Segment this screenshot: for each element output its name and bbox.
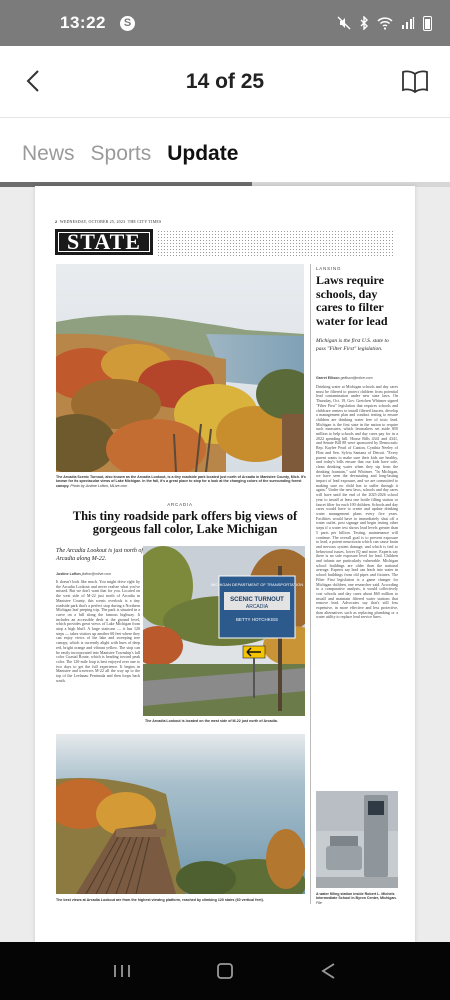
- publication-name: THE CITY TIMES: [127, 219, 162, 224]
- book-icon: [400, 68, 430, 94]
- lookout-aerial-photo: [56, 264, 304, 472]
- photo1-credit: Photo by Justine Lofton, MLive.com: [70, 483, 128, 488]
- main-story-kicker: ARCADIA: [167, 502, 193, 507]
- chevron-left-icon: [25, 69, 41, 93]
- side-story-kicker: LANSING: [316, 266, 342, 271]
- wifi-icon: [377, 16, 393, 30]
- side-byline-name: Garret Ellison: [316, 376, 340, 380]
- column-divider: [310, 264, 311, 904]
- issue-date: WEDNESDAY, OCTOBER 25, 2023: [59, 219, 126, 224]
- section-dot-pattern: [157, 230, 395, 256]
- status-time: 13:22: [60, 13, 106, 32]
- sign-caption-text: The Arcadia Lookout is located on the west side of M-22 just north of Arcadia.: [145, 719, 278, 723]
- mute-icon: [337, 16, 351, 30]
- system-back-button[interactable]: [315, 958, 341, 984]
- side-story-byline: [316, 376, 400, 380]
- open-book-button[interactable]: [400, 68, 430, 94]
- page-indicator: 14 of 25: [185, 69, 265, 93]
- scenic-turnout-sign-photo: [143, 546, 305, 716]
- main-story-byline: [56, 572, 146, 576]
- recent-apps-icon: [113, 963, 131, 979]
- app-header: [0, 46, 450, 118]
- signal-icon: [401, 16, 415, 30]
- tab-news[interactable]: News: [22, 142, 75, 165]
- water-photo-caption: [316, 892, 400, 905]
- recent-apps-button[interactable]: [109, 958, 135, 984]
- water-caption-text: A water filling station inside Robert L. Michels Intermediate School in Byron Center, Michigan.: [316, 892, 397, 901]
- sign-line-2: SCENIC TURNOUT: [230, 597, 284, 603]
- viewing-platform-stairs-photo: [56, 734, 305, 894]
- back-button[interactable]: [18, 66, 48, 96]
- platform-caption-text: The best views at Arcadia Lookout are from the highest viewing platform, reached by climbing 120 stairs (60 vertical feet).: [56, 898, 264, 902]
- status-bar: [0, 0, 450, 46]
- page-number: 2: [55, 219, 58, 224]
- photo1-caption-text: The Arcadia Scenic Turnout, also known as the Arcadia Lookout, is a tiny roadside park located just north of Arcadia in Manistee County, Mich. It's known for its spectacular views of Lake Michigan. In the fall, it's a great place to stop for a look at the changing colors of the surrounding forest canopy.: [56, 475, 306, 488]
- battery-icon: [423, 16, 432, 31]
- tab-sports[interactable]: Sports: [90, 142, 152, 165]
- home-button[interactable]: [212, 958, 238, 984]
- main-story-headline[interactable]: This tiny roadside park offers big views of gorgeous fall color, Lake Michigan: [72, 509, 298, 536]
- section-tabs: [0, 118, 450, 186]
- status-icons: [337, 16, 432, 31]
- triangle-back-icon: [320, 962, 336, 980]
- newspaper-page[interactable]: [35, 186, 415, 942]
- side-story-body: Drinking water at Michigan schools and day cares must be filtered to protect children from potential lead contamination under new state laws. On Thursday, Oct. 19, Gov. Gretchen Whitmer signed "Filter First" legislation that requires schools and childcare centers to install filtered faucets, develop a management plan and conduct testing to ensure children are drinking water free of toxic lead. Michigan is the first state in the nation to require such measures, which lawmakers set aside $50 million to help schools and day cares pay for in a 2022 spending bill. House Bills 4341 and 4341, and Senate Bill 88 were sponsored by Democratic Rep. Kaylee Pearl of Canton, Cynthia Neeley of Flint and Sen. Sylvia Santana of Detroit. "Every parent wants to make sure their kids are healthy, and today's bills ensure that our kids have safe, clean drinking water when they sip from the drinking fountain," said Whitmer. "In Michigan, we have seen the devastating and long-lasting impact of lead exposure, and we are committed to making sure no child has to suffer through it again." Under the new laws, schools and day cares will have until the end of the 2025-2026 school year to install at least one bottle filling station or faucet filter for each 100 children. Schools and day cares would have to create and update drinking water management plans every five years. Facilities would have to immediately shut off a water outlet, post signage and begin testing other steps if a water test shows lead levels greater than 5 parts per billion. Testing, maintenance will continue. The overall goal is to prevent exposure to lead, a potent neurotoxin which can cause brain and nervous system damage, and which is tied to behavioral issues, lower IQ and more. Experts say there is no safe exposure level for lead. Children and infants are particularly vulnerable. Michigan school buildings are older than the national average. Experts say lead can leach into water in school buildings from old pipes and fixtures. The Filter First legislation is a game changer for Michigan children, one researcher said. According to a comparative analysis, it would collectively cost schools and day cares about $60 million to install and maintain filtered water stations that remove lead. Advocates say that's still less expensive, in more effective and less protective, than alternatives such as replacing plumbing or a water utility to replace lead service lines.: [316, 385, 398, 620]
- side-story-headline[interactable]: Laws require schools, day cares to filter water for lead: [316, 273, 388, 328]
- main-story-body: It doesn't look like much. You might drive right by the Arcadia Lookout and never realize what you've missed. But we don't want that for you. Located on the west side of M-22 just north of Arcadia in Manistee County, this scenic overlook is a tiny roadside park that's a perfect stop during a Northern Michigan leaf peeping trip. The park is situated in a curve on a hill along the famous highway. It includes an accessible deck at the ground level, which provides great views of Lake Michigan from atop a high bluff. A large staircase — it has 120 steps — takes visitors up another 60 feet where they can enjoy views of the lake and sweeping tree canopy, which is currently alight with hues of deep red, bright orange and vibrant yellow. The stop can be easily incorporated into Manistee Township's fall color Coastal Route, which is heading toward peak color. The 120-mile loop is best enjoyed over one to two days to get the full experience. It begins in Manistee and traverses M-22 all the way up to the top of the Leelanau Peninsula and then loops back south.: [56, 580, 140, 683]
- tab-update[interactable]: Update: [167, 142, 239, 165]
- home-icon: [216, 962, 234, 980]
- platform-photo-caption: [56, 898, 306, 902]
- side-byline-contact: gellison@mlive.com: [340, 376, 373, 380]
- section-title: STATE: [55, 229, 153, 255]
- sign-line-1: MICHIGAN DEPARTMENT OF TRANSPORTATION: [210, 582, 304, 587]
- sign-photo-caption: [145, 719, 305, 723]
- photo1-caption: [56, 475, 308, 488]
- water-station-photo: [316, 791, 398, 888]
- sign-line-3: ARCADIA: [245, 604, 269, 610]
- main-byline-name: Justine Lofton: [56, 572, 81, 576]
- main-story-deck: The Arcadia Lookout is just north of Arcadia along M-22.: [56, 548, 144, 562]
- bluetooth-icon: [359, 16, 369, 30]
- notification-badge-icon: S: [120, 16, 135, 31]
- main-byline-contact: jlofton@mlive.com: [81, 572, 112, 576]
- water-photo-credit: File: [316, 900, 322, 905]
- page-header-line: [55, 219, 161, 224]
- side-story-deck: Michigan is the first U.S. state to pass "Filter First" legislation.: [316, 338, 389, 352]
- system-navigation-bar: [0, 942, 450, 1000]
- sign-line-4: BETTY HOTCHKISS: [236, 617, 278, 622]
